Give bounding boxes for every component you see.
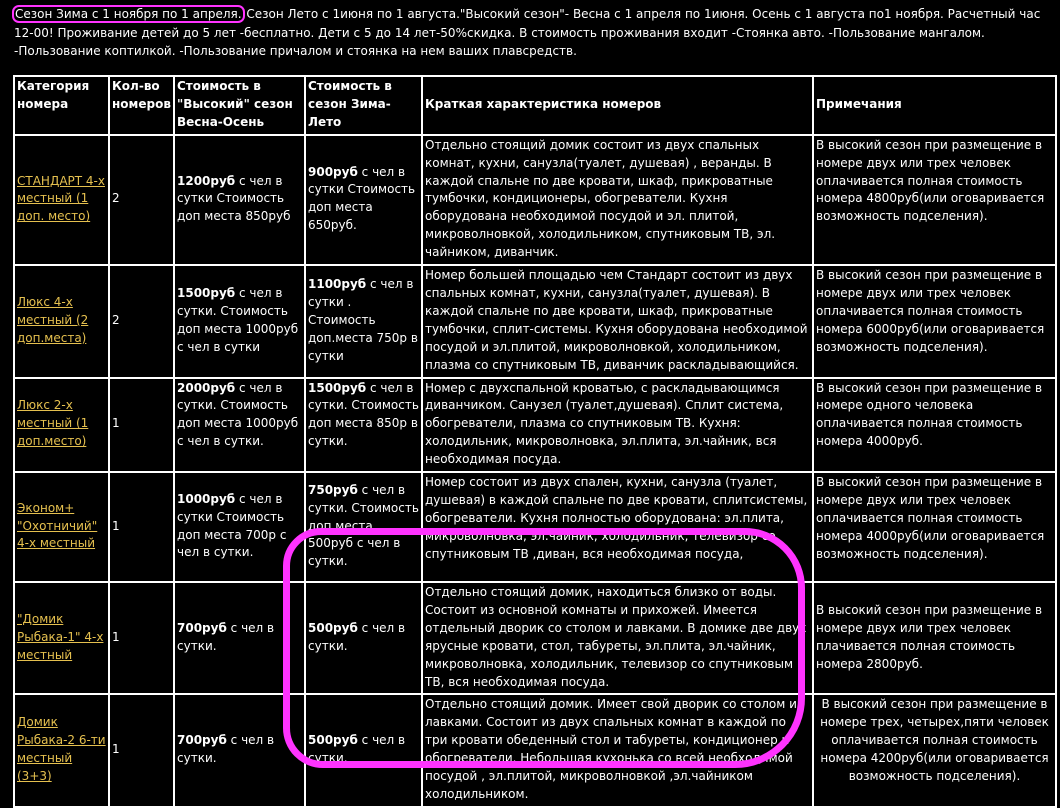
high-price: 700руб <box>177 620 227 635</box>
low-price: 500руб <box>308 620 358 635</box>
high-price-details: с чел в сутки Стоимость доп места 850руб <box>177 173 291 224</box>
high-price: 2000руб <box>177 380 236 395</box>
table-row <box>14 472 1056 582</box>
low-price: 1500руб <box>308 380 367 395</box>
header-description: Краткая характеристика номеров <box>422 76 813 135</box>
low-price: 900руб <box>308 164 358 179</box>
room-count: 2 <box>109 135 174 265</box>
room-note: В высокий сезон при размещение в номере двух или трех человек оплачивается полная стоимость номера 6000руб(или оговаривается возможность подселения). <box>813 265 1056 377</box>
intro-text <box>14 5 1054 61</box>
room-note: В высокий сезон при размещение в номере двух или трех человек оплачивается полная стоимость номера 4800руб(или оговаривается возможность подселения). <box>813 135 1056 265</box>
room-count: 1 <box>109 378 174 473</box>
low-price: 500руб <box>308 733 358 748</box>
room-count: 1 <box>109 582 174 694</box>
low-price-details: с чел в сутки. <box>308 733 406 766</box>
room-description: Отдельно стоящий домик. Имеет свой дворик со столом и лавками. Состоит из двух спальных комнат в каждой по три кровати обеденный стол и табуреты, кондиционер и обогреватели. Небольшая кухонька со всей необходимой посудой , эл.плитой, микроволновкой ,эл.чайником холодильником. <box>422 694 813 806</box>
category-link-lux-4[interactable]: Люкс 4-х местный (2 доп.места) <box>17 294 89 345</box>
intro-body: Сезон Лето с 1июня по 1 августа."Высокий сезон"- Весна с 1 апреля по 1июня. Осень с 1 августа по1 ноября. Расчетный час 12-00! Проживание детей до 5 лет -бесплатно. Дети с 5 до 14 лет-50%скидка. В стоимость проживания входит -Стоянка авто. -Пользование мангалом. -Пользование коптилкой. -Пользование причалом и стоянка на нем ваших плавсредств. <box>14 7 1041 58</box>
room-count: 2 <box>109 265 174 377</box>
high-price-details: с чел в сутки. <box>177 620 275 653</box>
header-low-season: Стоимость в сезон Зима-Лето <box>305 76 422 135</box>
room-note: В высокий сезон при размещение в номере одного человека оплачивается полная стоимость номера 4000руб. <box>813 378 1056 473</box>
low-price-details: с чел в сутки Стоимость доп места 650руб. <box>308 164 416 233</box>
category-link-econom[interactable]: Эконом+ "Охотничий" 4-х местный <box>17 500 98 551</box>
winter-season-highlight: Сезон Зима с 1 ноября по 1 апреля. <box>15 7 242 21</box>
high-price: 700руб <box>177 733 227 748</box>
table-row <box>14 265 1056 377</box>
room-price-table <box>13 75 1057 808</box>
low-price-details: с чел в сутки. Стоимость доп места 850р в сутки. <box>308 380 419 449</box>
room-description: Номер с двухспальной кроватью, с раскладывающимся диванчиком. Санузел (туалет,душевая). Сплит система, обогреватели, плазма со спутниковым ТВ. Кухня: холодильник, микроволновка, эл.плита, эл.чайник, вся необходимая посуда. <box>422 378 813 473</box>
room-note: В высокий сезон при размещение в номере трех, четырех,пяти человек оплачивается полная стоимость номера 4200руб(или оговаривается возможность подселения). <box>813 694 1056 806</box>
header-category: Категория номера <box>14 76 109 135</box>
low-price: 1100руб <box>308 277 367 292</box>
room-description: Отдельно стоящий домик, находиться близко от воды. Состоит из основной комнаты и прихожей. Имеется отдельный дворик со столом и лавками. В домике две двух ярусные кровати, стол, табуреты, эл.плита, эл.чайник, микроволновка, холодильник, телевизор со спутниковым ТВ, вся необходимая посуда. <box>422 582 813 694</box>
table-row <box>14 694 1056 806</box>
category-link-lux-2[interactable]: Люкс 2-х местный (1 доп.место) <box>17 398 89 449</box>
category-link-fisher-2[interactable]: Домик Рыбака-2 6-ти местный (3+3) <box>17 715 106 784</box>
room-description: Номер состоит из двух спален, кухни, санузла (туалет, душевая) в каждой спальне по две кровати, сплитсистемы, обогреватели. Кухня полностью оборудована: эл.плита, микроволновка, эл.чайник, холодильник, телевизор со спутниковым ТВ ,диван, вся необходимая посуда, <box>422 472 813 582</box>
low-price-details: с чел в сутки. <box>308 620 406 653</box>
room-count: 1 <box>109 472 174 582</box>
low-price-details: с чел в сутки. Стоимость доп места 500руб с чел в сутки. <box>308 482 419 569</box>
header-count: Кол-во номеров <box>109 76 174 135</box>
category-link-standard[interactable]: СТАНДАРТ 4-х местный (1 доп. место) <box>17 173 105 224</box>
header-notes: Примечания <box>813 76 1056 135</box>
high-price: 1000руб <box>177 491 236 506</box>
low-price: 750руб <box>308 482 358 497</box>
table-header-row <box>14 76 1056 135</box>
room-note: В высокий сезон при размещение в номере двух или трех человек оплачивается полная стоимость номера 4000руб(или оговаривается возможность подселения). <box>813 472 1056 582</box>
table-row <box>14 135 1056 265</box>
room-count: 1 <box>109 694 174 806</box>
room-description: Номер большей площадью чем Стандарт состоит из двух спальных комнат, кухни, санузла(туалет, душевая). В каждой спальне по две кровати, шкаф, прикроватные тумбочки, сплит-системы. Кухня оборудована необходимой посудой и эл.плитой, микроволновкой, холодильником, плазма со спутниковым ТВ, диванчик раскладывающийся. <box>422 265 813 377</box>
high-price-details: с чел в сутки Стоимость доп места 700р с чел в сутки. <box>177 491 287 560</box>
high-price: 1500руб <box>177 285 236 300</box>
table-row <box>14 378 1056 473</box>
table-row <box>14 582 1056 694</box>
low-price-details: с чел в сутки . Стоимость доп.места 750р в сутки <box>308 277 418 363</box>
high-price-details: с чел в сутки. <box>177 733 275 766</box>
high-price-details: с чел в сутки. Стоимость доп места 1000руб с чел в сутки. <box>177 380 299 449</box>
room-note: В высокий сезон при размещение в номере двух или трех человек плачивается полная стоимость номера 2800руб. <box>813 582 1056 694</box>
high-price: 1200руб <box>177 173 236 188</box>
room-description: Отдельно стоящий домик состоит из двух спальных комнат, кухни, санузла(туалет, душевая) , веранды. В каждой спальне по две кровати, шкаф, прикроватные тумбочки, кондиционеры, обогреватели. Кухня оборудована необходимой посудой и эл. плитой, микроволновкой, холодильником, спутниковым ТВ, эл. чайником, диванчик. <box>422 135 813 265</box>
category-link-fisher-1[interactable]: "Домик Рыбака-1" 4-х местный <box>17 611 104 662</box>
high-price-details: с чел в сутки. Стоимость доп места 1000руб с чел в сутки <box>177 285 299 354</box>
header-high-season: Стоимость в "Высокий" сезон Весна-Осень <box>174 76 305 135</box>
